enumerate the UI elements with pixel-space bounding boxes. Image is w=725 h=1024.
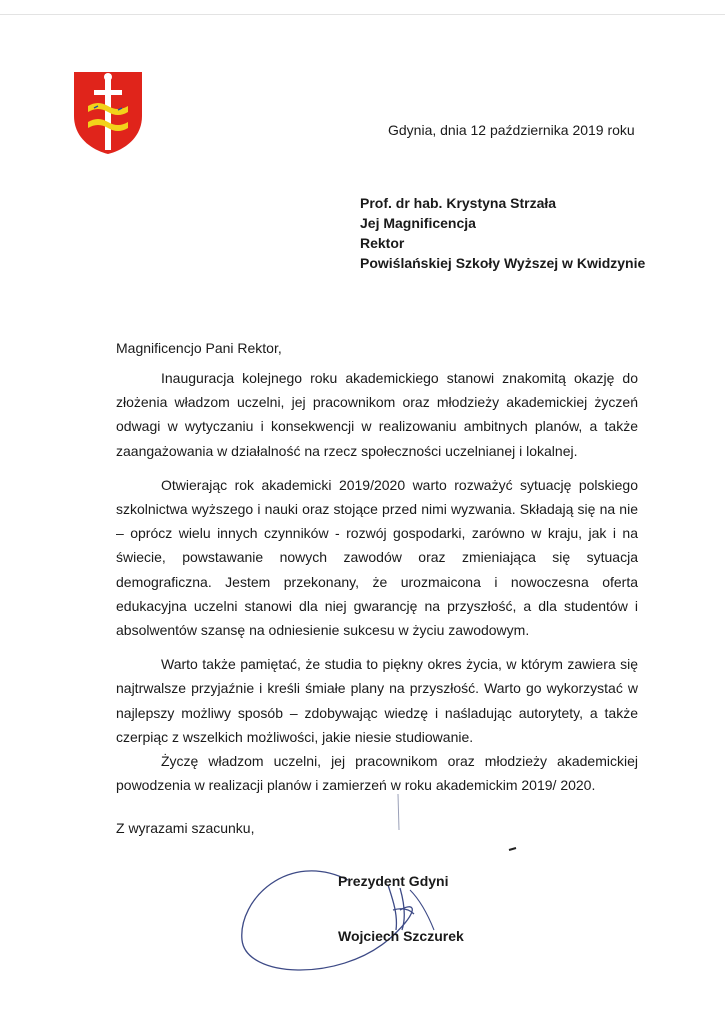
handwritten-signature (228, 790, 488, 990)
recipient-line: Jej Magnificencja (360, 215, 476, 231)
body-paragraph: Warto także pamiętać, że studia to piękny okres życia, w którym zawiera się najtrwalsze przyjaźnie i kreśli śmiałe plany na przyszłość. Warto go wykorzystać w najlepszy możliwy sposób – zdobywając wiedzę i naśladując autorytety, a także czerpiąc z wszelkich możliwości, jakie niesie studiowanie. (116, 656, 638, 745)
closing-line: Z wyrazami szacunku, (116, 820, 255, 836)
letter-body (116, 366, 638, 807)
signatory-name: Wojciech Szczurek (338, 928, 464, 944)
recipient-line: Powiślańskiej Szkoły Wyższej w Kwidzynie (360, 255, 646, 271)
body-paragraph: Inauguracja kolejnego roku akademickiego stanowi znakomitą okazję do złożenia władzom uczelni, jej pracownikom oraz młodzieży akademickiej życzeń odwagi w wytyczaniu i konsekwencji w realizowaniu ambitnych planów, a także zaangażowania w działalność na rzecz społeczności uczelnianej i lokalnej. (116, 370, 638, 459)
body-paragraph: Otwierając rok akademicki 2019/2020 warto rozważyć sytuację polskiego szkolnictwa wyższego i nauki oraz stojące przed nimi wyzwania. Składają się na nie – oprócz wielu innych czynników - rozwój gospodarki, zarówno w kraju, jak i na świecie, powstawanie nowych zawodów oraz zmieniająca się sytuacja demograficzna. Jestem przekonany, że urozmaicona i nowoczesna oferta edukacyjna uczelni stanowi dla niej gwarancję na przyszłość, a dla studentów i absolwentów szansę na odniesienie sukcesu w życiu zawodowym. (116, 476, 638, 639)
salutation: Magnificencjo Pani Rektor, (116, 340, 282, 356)
signatory-title: Prezydent Gdyni (338, 873, 449, 889)
date-line: Gdynia, dnia 12 października 2019 roku (388, 122, 635, 138)
page-edge-line (0, 14, 725, 15)
body-paragraph: Życzę władzom uczelni, jej pracownikom oraz młodzieży akademickiej powodzenia w realizacji planów i zamierzeń w roku akademickim 2019/ 2020. (116, 753, 638, 794)
ink-speck (508, 846, 518, 852)
recipient-line: Prof. dr hab. Krystyna Strzała (360, 195, 557, 211)
gdynia-coat-of-arms-icon (72, 70, 144, 156)
recipient-block (360, 193, 645, 273)
recipient-line: Rektor (360, 235, 405, 251)
